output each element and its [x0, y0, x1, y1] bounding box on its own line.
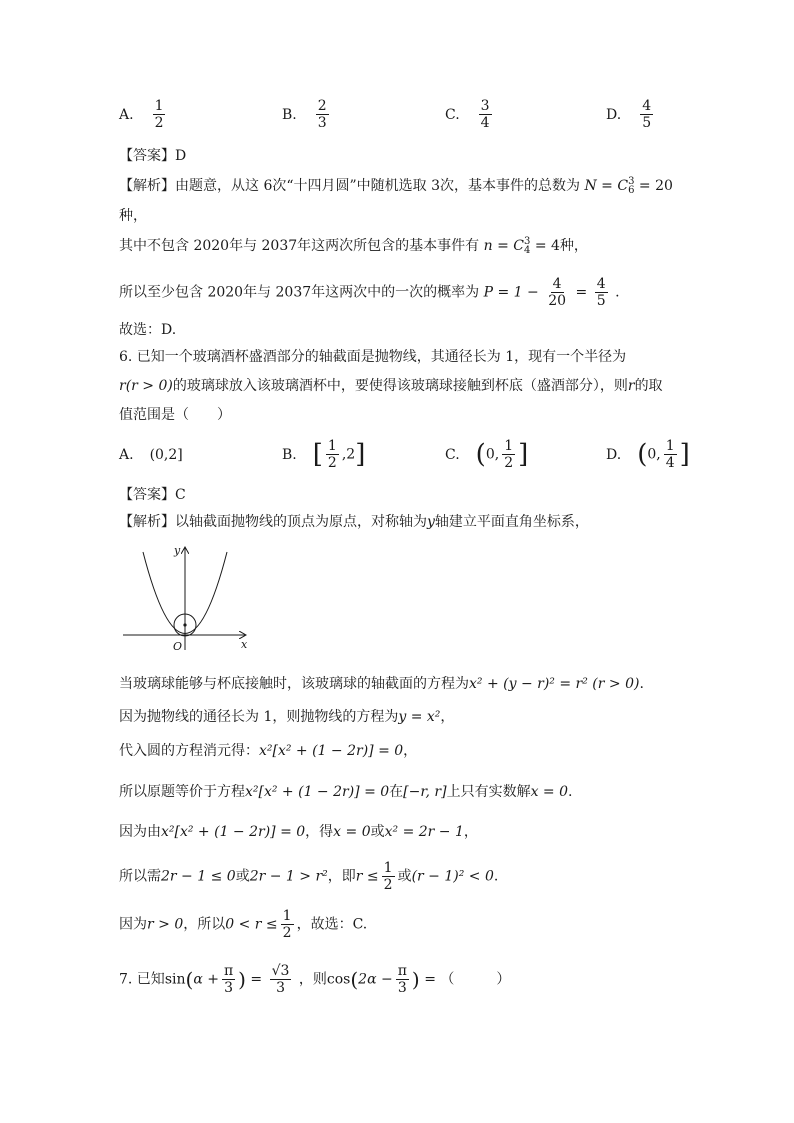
- q6-option-a: A. (0,2]: [119, 447, 183, 463]
- q6-stem-line1: 6. 已知一个玻璃酒杯盛酒部分的轴截面是抛物线，其通径长为 1，现有一个半径为: [119, 349, 627, 365]
- ball-center: [183, 623, 186, 626]
- q6-analysis-line5: 所以原题等价于方程x²[x² + (1 − 2r)] = 0在[−r, r]上只有实数解x = 0.: [119, 784, 573, 800]
- q6-answer: 【答案】C: [119, 487, 186, 503]
- q6-analysis-line4: 代入圆的方程消元得：x²[x² + (1 − 2r)] = 0，: [119, 743, 418, 759]
- q6-stem-line3: 值范围是（ ）: [119, 407, 231, 423]
- q6-analysis-line7: 所以需2r − 1 ≤ 0或2r − 1 > r²，即r ≤ $\frac{1}{2}$ 或(r − 1)² < 0.: [119, 860, 499, 893]
- q6-analysis-line8: 因为r > 0，所以0 < r ≤ $\frac{1}{2}$ ，故选：C.: [119, 908, 368, 941]
- fig-origin-label: O: [173, 640, 183, 653]
- q5-choose: 故选：D.: [119, 322, 177, 338]
- option-c: C. $\frac{3}{4}$: [445, 98, 490, 131]
- q6-analysis-line3: 因为抛物线的通径长为 1，则抛物线的方程为y = x²，: [119, 709, 455, 725]
- q5-analysis-line4: 所以至少包含 2020年与 2037年这两次中的一次的概率为 P = 1 − $\frac{4}{20}$ = $\frac{4}{5}$ .: [119, 276, 620, 309]
- q7-stem: 7. 已知sin(α + $\frac{\pi}{3}$ ) = $\frac{√3}{3}$ ，则cos(2α − $\frac{\pi}{3}$ ) = （ ）: [119, 963, 511, 996]
- q6-analysis-line1: 【解析】以轴截面抛物线的顶点为原点，对称轴为y轴建立平面直角坐标系，: [119, 514, 589, 530]
- q5-analysis-line1: 【解析】由题意，从这 6次“十四月圆”中随机选取 3次，基本事件的总数为 N = C 3 6 = 20: [119, 176, 673, 196]
- q5-answer: 【答案】D: [119, 148, 187, 164]
- option-b: B. $\frac{2}{3}$: [282, 98, 327, 131]
- q6-option-c: C. (0, $\frac{1}{2}$ ]: [445, 438, 529, 471]
- q5-analysis-line3: 其中不包含 2020年与 2037年这两次所包含的基本事件有 n = C 3 4 = 4种，: [119, 236, 588, 256]
- parabola-figure: [119, 540, 254, 655]
- q6-option-b: B. [ $\frac{1}{2}$ ,2]: [282, 438, 366, 471]
- option-d: D. $\frac{4}{5}$: [606, 98, 652, 131]
- q6-analysis-line6: 因为由x²[x² + (1 − 2r)] = 0，得x = 0或x² = 2r − 1，: [119, 824, 478, 840]
- option-a: A. $\frac{1}{2}$: [119, 98, 164, 131]
- q5-analysis-line2: 种，: [119, 208, 147, 224]
- q6-analysis-line2: 当玻璃球能够与杯底接触时，该玻璃球的轴截面的方程为x² + (y − r)² = r² (r > 0).: [119, 676, 644, 692]
- q6-stem-line2: r(r > 0)的玻璃球放入该玻璃酒杯中，要使得该玻璃球接触到杯底（盛酒部分），则r的取: [119, 378, 663, 394]
- q6-option-d: D. (0, $\frac{1}{4}$ ]: [606, 438, 690, 471]
- fig-x-label: x: [241, 638, 248, 651]
- fig-y-label: y: [174, 544, 181, 557]
